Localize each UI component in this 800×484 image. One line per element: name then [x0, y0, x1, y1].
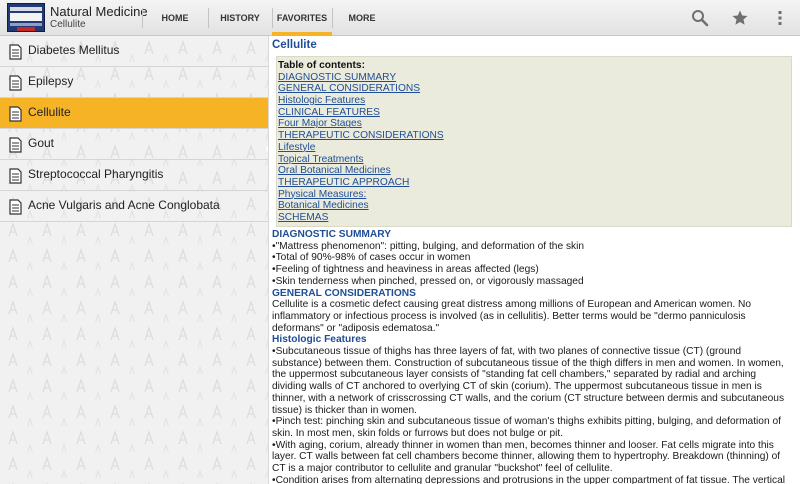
diagnostic-item: •Total of 90%-98% of cases occur in women — [272, 252, 471, 264]
document-icon — [9, 106, 22, 122]
overflow-menu-icon[interactable] — [767, 5, 793, 31]
tab-more[interactable]: MORE — [332, 0, 392, 36]
article-content[interactable] — [272, 36, 796, 484]
list-item-epilepsy[interactable] — [0, 67, 268, 98]
action-bar — [0, 0, 800, 36]
list-item-cellulite[interactable] — [0, 98, 268, 129]
tab-bar — [142, 0, 392, 36]
list-item-diabetes-mellitus[interactable] — [0, 36, 268, 67]
toc-link-physical-measures[interactable]: Physical Measures: — [278, 188, 367, 200]
toc-link-oral-botanical-medicines[interactable]: Oral Botanical Medicines — [278, 165, 391, 177]
toc-link-histologic-features[interactable]: Histologic Features — [278, 95, 366, 107]
toc-link-schemas[interactable]: SCHEMAS — [278, 211, 329, 223]
favorites-list — [0, 36, 268, 484]
histologic-item: •With aging, corium, already thinner in women than men, becomes thinner and looser. Fat cells migrate into this layer. CT walls between fat cell chambers become thinner, allowing them to hypertrophy. Breakdown (thinning) of CT is a major contributor to cellulite and granular "buckshot" feel of cellulite. — [272, 439, 781, 475]
toc-link-four-major-stages[interactable]: Four Major Stages — [278, 118, 362, 130]
list-item-streptococcal-pharyngitis[interactable] — [0, 160, 268, 191]
section-heading-diagnostic-summary: DIAGNOSTIC SUMMARY — [272, 229, 392, 240]
tab-home[interactable]: HOME — [142, 0, 208, 36]
list-item-label: Acne Vulgaris and Acne Conglobata — [28, 198, 220, 212]
document-icon — [9, 75, 22, 91]
diagnostic-item: •Skin tenderness when pinched, pressed on, or vigorously massaged — [272, 275, 584, 287]
app-title: Natural Medicine — [50, 4, 148, 19]
diagnostic-item: •Feeling of tightness and heaviness in areas affected (legs) — [272, 264, 539, 276]
toc-link-general-considerations[interactable]: GENERAL CONSIDERATIONS — [278, 83, 421, 95]
tab-history[interactable]: HISTORY — [208, 0, 272, 36]
search-icon[interactable] — [687, 5, 713, 31]
star-icon[interactable] — [727, 5, 753, 31]
pane-divider — [268, 36, 269, 484]
histologic-item: •Subcutaneous tissue of thighs has three layers of fat, with two planes of connective tissue (CT) (ground substance) between them. Construction of subcutaneous tissue of the thigh differs in men and women. In women, the uppermost subcutaneous layer consists of "standing fat cell chambers," separated by radial and arching dividing walls of CT anchored to overlying CT of skin (corium). The uppermost subcutaneous tissue in men is thinner, with a network of crisscrossing CT walls, and the corium (CT structure between dermis and subcutaneous tissue) is thicker than in women. — [272, 346, 785, 416]
document-icon — [9, 137, 22, 153]
general-considerations-text: Cellulite is a cosmetic defect causing great distress among millions of European and American women. No inflammatory or infectious process is involved (as in cellulitis). Better terms would be "dermo panniculosis deformans" or "adiposis edematosa." — [272, 299, 752, 334]
toc-link-diagnostic-summary[interactable]: DIAGNOSTIC SUMMARY — [278, 71, 397, 83]
section-heading-general-considerations: GENERAL CONSIDERATIONS — [272, 287, 416, 299]
toc-heading: Table of contents: — [278, 60, 365, 71]
article-body — [272, 229, 788, 484]
histologic-item: •Pinch test: pinching skin and subcutaneous tissue of woman's thighs exhibits pitting, bulging, and deformation of skin. In most men, skin folds or furrows but does not bulge or pit. — [272, 416, 781, 439]
section-heading-histologic-features: Histologic Features — [272, 334, 367, 346]
tab-favorites[interactable]: FAVORITES — [272, 0, 332, 36]
app-subtitle: Cellulite — [50, 19, 86, 30]
toc-link-therapeutic-considerations[interactable]: THERAPEUTIC CONSIDERATIONS — [278, 130, 444, 142]
list-item-label: Diabetes Mellitus — [28, 43, 120, 57]
diagnostic-item: •"Mattress phenomenon": pitting, bulging, and deformation of the skin — [272, 240, 585, 252]
article-title: Cellulite — [272, 39, 317, 51]
document-icon — [9, 199, 22, 215]
table-of-contents — [276, 56, 792, 227]
app-logo-icon[interactable] — [7, 3, 45, 32]
list-item-gout[interactable] — [0, 129, 268, 160]
list-item-label: Gout — [28, 136, 55, 150]
document-icon — [9, 44, 22, 60]
list-item-label: Streptococcal Pharyngitis — [28, 167, 164, 181]
list-item-label: Epilepsy — [28, 74, 74, 88]
list-item-label: Cellulite — [28, 105, 71, 119]
toc-link-topical-treatments[interactable]: Topical Treatments — [278, 153, 364, 165]
toc-link-therapeutic-approach[interactable]: THERAPEUTIC APPROACH — [278, 176, 410, 188]
document-icon — [9, 168, 22, 184]
toc-link-clinical-features[interactable]: CLINICAL FEATURES — [278, 106, 380, 118]
list-item-acne-vulgaris[interactable] — [0, 191, 268, 222]
histologic-item: •Condition arises from alternating depressions and protrusions in the upper compartment of fat tissue. The vertical — [272, 474, 786, 484]
toc-link-lifestyle[interactable]: Lifestyle — [278, 141, 316, 153]
toc-link-botanical-medicines[interactable]: Botanical Medicines — [278, 200, 369, 212]
